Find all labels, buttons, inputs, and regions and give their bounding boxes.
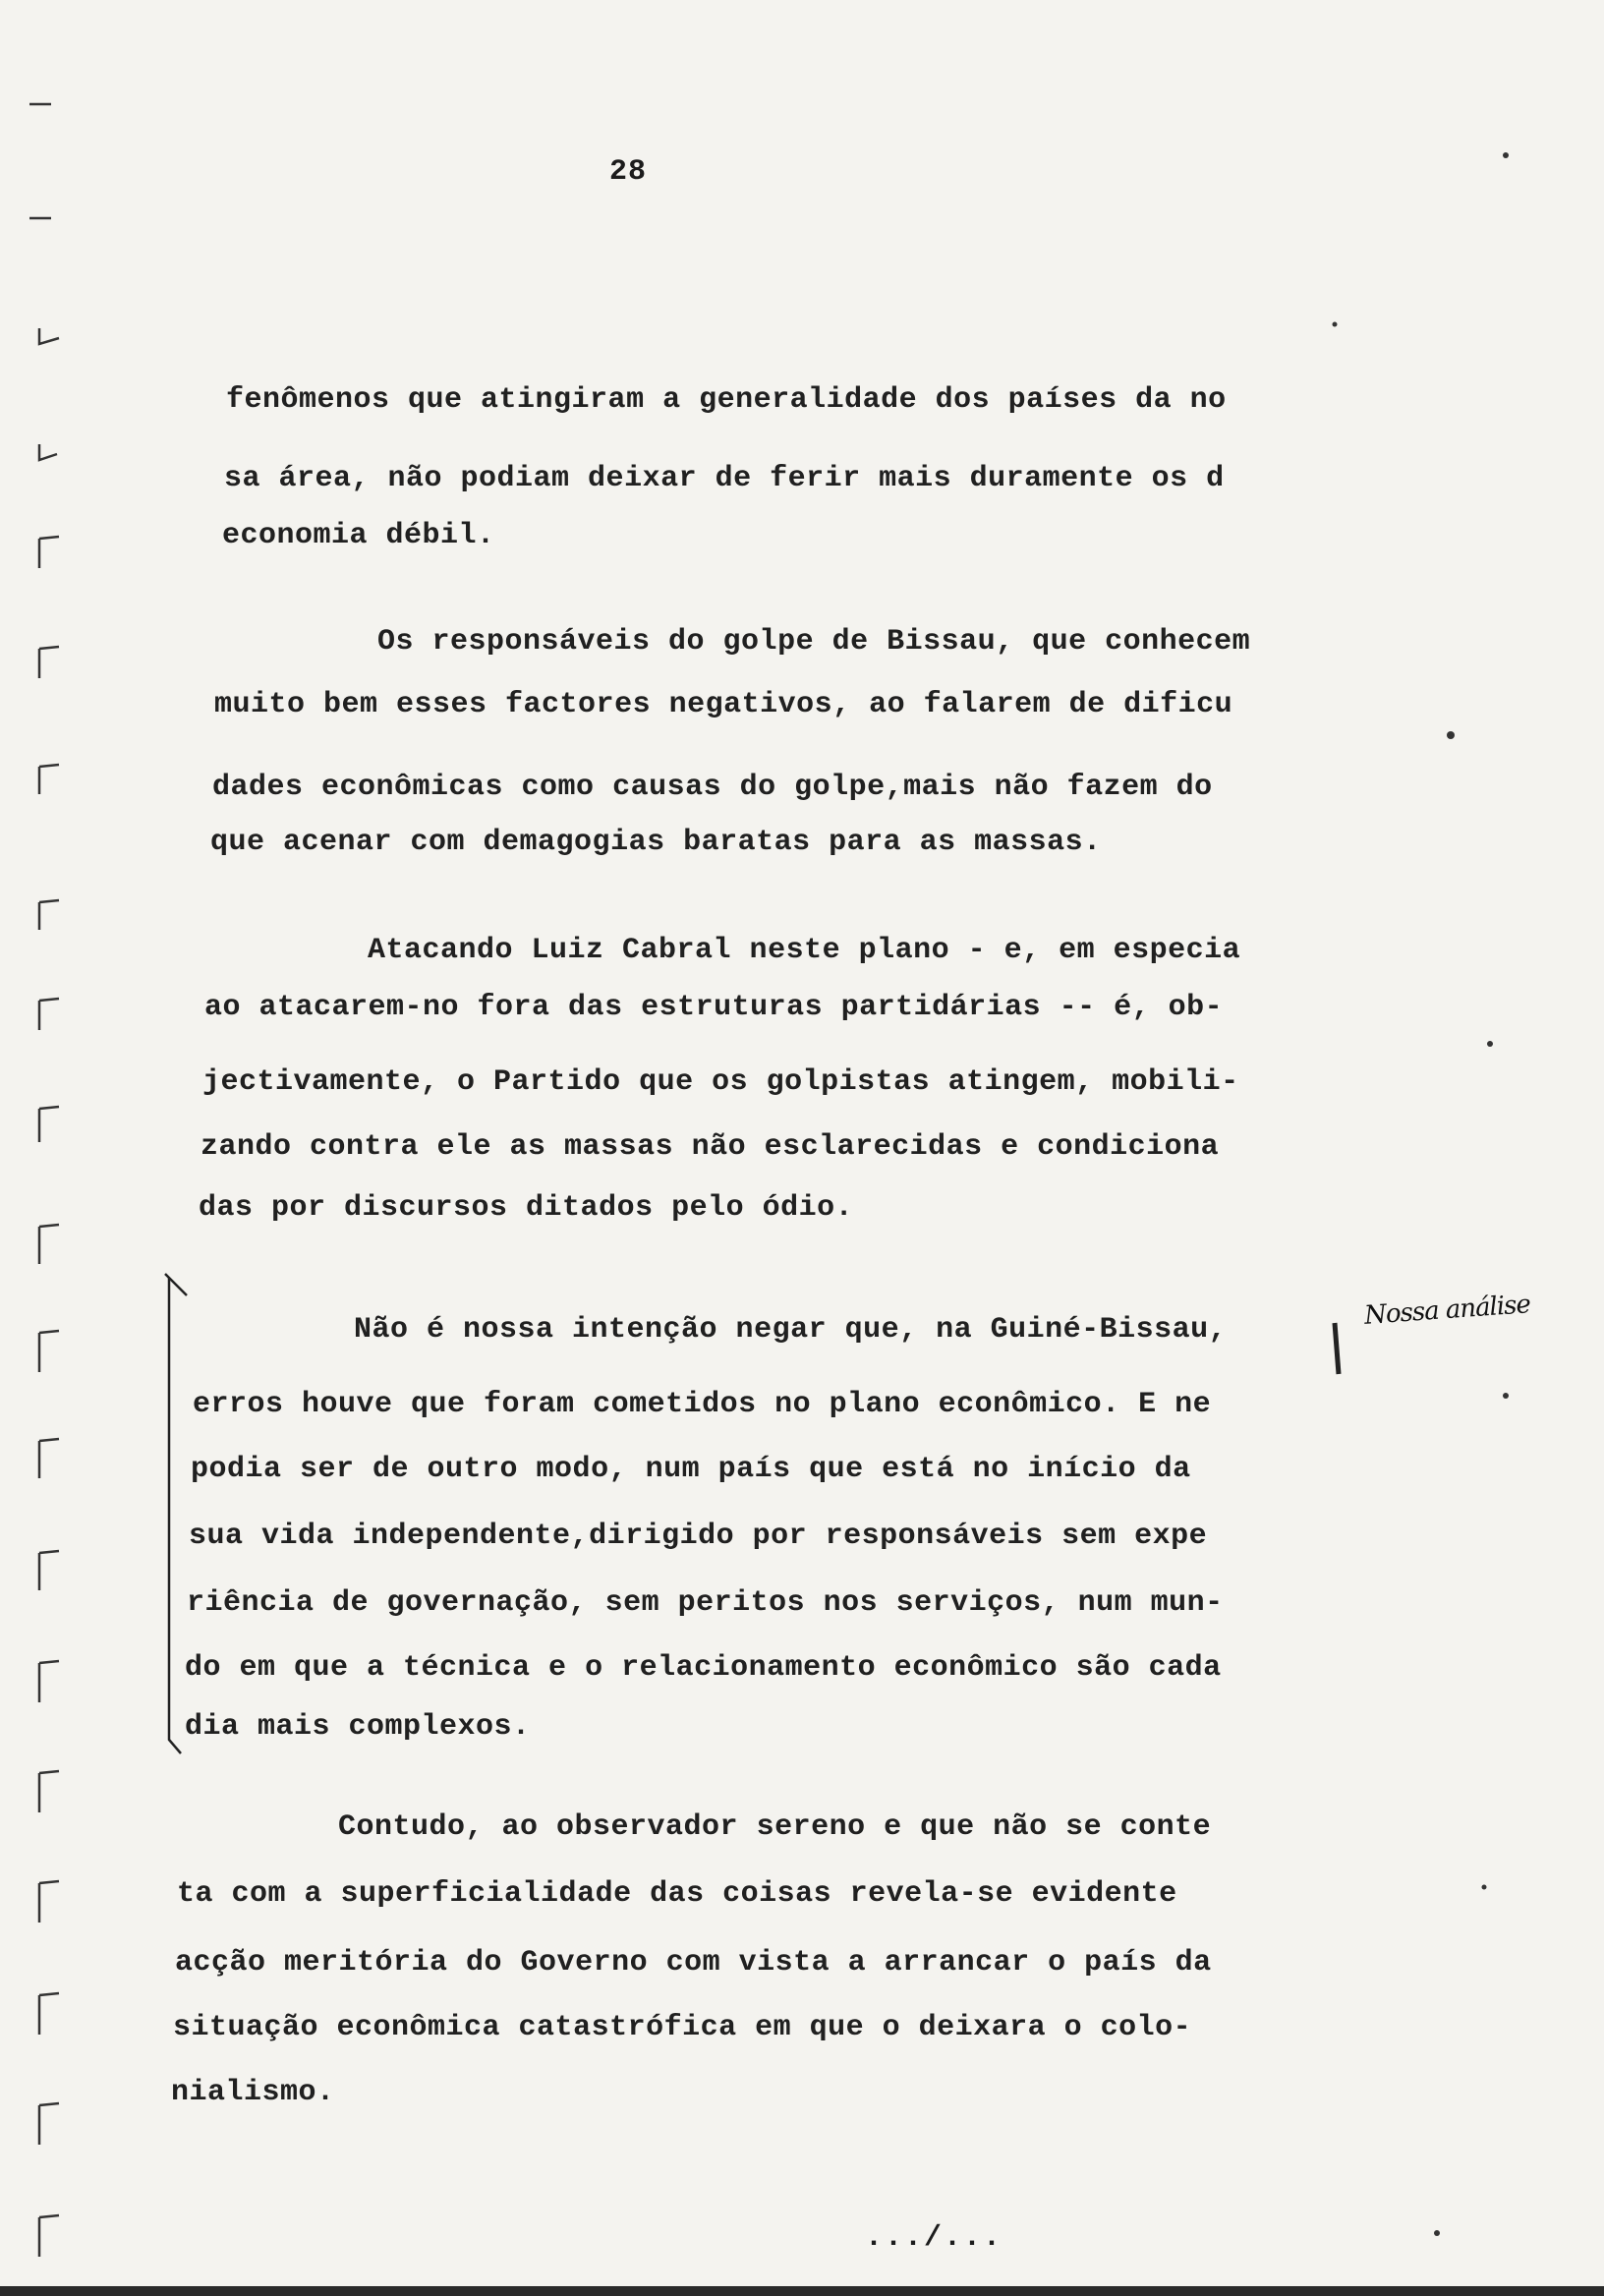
paragraph-5-line-2: ta com a superficialidade das coisas revela-se evidente: [177, 1877, 1177, 1911]
page-number: 28: [609, 155, 648, 189]
paragraph-4-line-5: riência de governação, sem peritos nos serviços, num mun-: [187, 1586, 1224, 1620]
paragraph-3-line-2: ao atacarem-no fora das estruturas partidárias -- é, ob-: [204, 991, 1224, 1024]
paragraph-2-line-2: muito bem esses factores negativos, ao falarem de dificu: [214, 688, 1233, 721]
paragraph-1-line-1: fenômenos que atingiram a generalidade dos países da no: [226, 383, 1227, 417]
paragraph-5-line-4: situação econômica catastrófica em que o deixara o colo-: [173, 2011, 1192, 2044]
page-bottom-edge: [0, 2286, 1604, 2296]
continuation-mark: .../...: [865, 2221, 1003, 2255]
paragraph-3-line-1: Atacando Luiz Cabral neste plano - e, em especia: [368, 934, 1241, 967]
paragraph-4-line-3: podia ser de outro modo, num país que está no início da: [191, 1453, 1191, 1486]
paragraph-3-line-5: das por discursos ditados pelo ódio.: [199, 1191, 854, 1225]
paragraph-2-line-4: que acenar com demagogias baratas para as massas.: [210, 826, 1102, 859]
paragraph-5-line-5: nialismo.: [171, 2076, 335, 2109]
paragraph-4-line-6: do em que a técnica e o relacionamento econômico são cada: [185, 1651, 1222, 1685]
paragraph-4-line-4: sua vida independente,dirigido por responsáveis sem expe: [189, 1520, 1208, 1553]
paragraph-4-line-7: dia mais complexos.: [185, 1710, 531, 1744]
paragraph-1-line-3: economia débil.: [222, 519, 495, 552]
paragraph-2-line-1: Os responsáveis do golpe de Bissau, que conhecem: [377, 625, 1251, 659]
paragraph-3-line-4: zando contra ele as massas não esclarecidas e condiciona: [200, 1130, 1220, 1164]
paragraph-2-line-3: dades econômicas como causas do golpe,mais não fazem do: [212, 771, 1213, 804]
paragraph-5-line-1: Contudo, ao observador sereno e que não se conte: [338, 1810, 1212, 1844]
paragraph-4-line-2: erros houve que foram cometidos no plano econômico. E ne: [193, 1388, 1212, 1421]
paragraph-1-line-2: sa área, não podiam deixar de ferir mais duramente os d: [224, 462, 1225, 495]
paragraph-5-line-3: acção meritória do Governo com vista a arrancar o país da: [175, 1946, 1212, 1980]
paragraph-4-line-1: Não é nossa intenção negar que, na Guiné-Bissau,: [354, 1313, 1228, 1347]
paragraph-3-line-3: jectivamente, o Partido que os golpistas atingem, mobili-: [202, 1065, 1239, 1099]
handwritten-margin-note: Nossa análise: [1363, 1290, 1531, 1331]
